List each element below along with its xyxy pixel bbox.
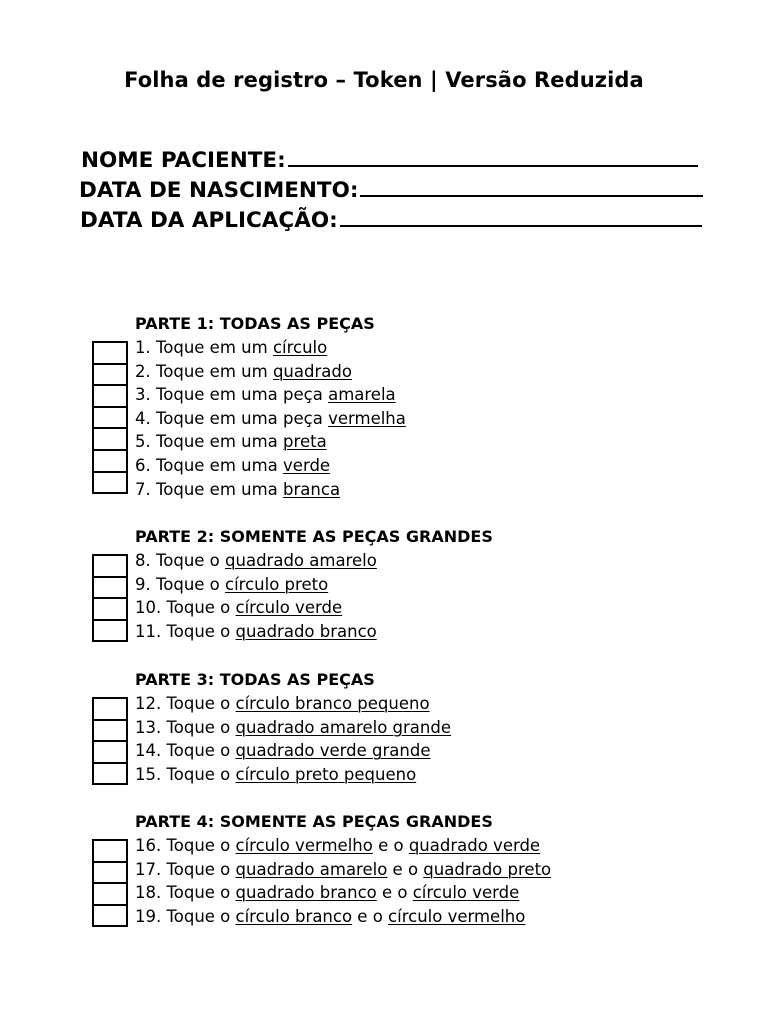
score-checkbox[interactable] xyxy=(92,719,128,741)
test-item xyxy=(135,454,406,478)
score-checkbox[interactable] xyxy=(92,882,128,904)
checkbox-column xyxy=(92,341,128,494)
item-conjunction: e o xyxy=(376,883,413,903)
application-date-field xyxy=(80,203,702,233)
test-item xyxy=(135,692,451,716)
item-target: círculo branco pequeno xyxy=(235,694,430,713)
part-4 xyxy=(135,810,551,928)
score-checkbox[interactable] xyxy=(92,554,128,576)
score-checkbox[interactable] xyxy=(92,363,128,385)
score-checkbox[interactable] xyxy=(92,839,128,861)
item-instruction: 9. Toque o xyxy=(135,574,226,594)
score-checkbox[interactable] xyxy=(92,597,128,619)
item-target: quadrado branco xyxy=(235,883,377,903)
item-target: branca xyxy=(283,479,341,499)
birth-date-field xyxy=(79,173,703,203)
test-item xyxy=(135,858,551,882)
part-1 xyxy=(135,312,406,501)
score-checkbox[interactable] xyxy=(92,341,128,363)
item-target: preta xyxy=(283,432,327,452)
item-instruction: 6. Toque em uma xyxy=(135,455,284,475)
part-2 xyxy=(135,525,493,643)
application-date-blank-line[interactable] xyxy=(340,224,702,227)
patient-name-field xyxy=(81,143,698,173)
checkbox-column xyxy=(92,839,128,927)
test-item xyxy=(135,573,493,597)
item-target: quadrado xyxy=(272,361,352,381)
patient-name-blank-line[interactable] xyxy=(288,164,698,167)
item-instruction: 7. Toque em uma xyxy=(135,479,284,499)
item-target: quadrado amarelo grande xyxy=(235,717,451,737)
item-target-second: círculo verde xyxy=(412,883,520,903)
item-target: quadrado amarelo xyxy=(225,551,377,570)
item-instruction: 14. Toque o xyxy=(135,741,236,761)
score-checkbox[interactable] xyxy=(92,449,128,471)
part-heading: PARTE 4: SOMENTE AS PEÇAS GRANDES xyxy=(135,812,493,831)
item-target: círculo verde xyxy=(235,598,343,618)
item-instruction: 10. Toque o xyxy=(135,598,236,618)
score-checkbox[interactable] xyxy=(92,762,128,786)
score-checkbox[interactable] xyxy=(92,697,128,719)
item-target: círculo vermelho xyxy=(235,836,373,855)
item-target: quadrado branco xyxy=(235,621,377,641)
test-item xyxy=(135,336,406,360)
item-instruction: 17. Toque o xyxy=(135,859,236,879)
score-checkbox[interactable] xyxy=(92,619,128,643)
item-target: quadrado verde grande xyxy=(235,741,431,761)
item-instruction: 2. Toque em um xyxy=(135,361,273,381)
test-item xyxy=(135,620,493,644)
item-instruction: 11. Toque o xyxy=(135,621,236,641)
item-instruction: 3. Toque em uma peça xyxy=(135,385,329,405)
item-instruction: 18. Toque o xyxy=(135,883,236,903)
score-checkbox[interactable] xyxy=(92,384,128,406)
item-instruction: 12. Toque o xyxy=(135,694,236,713)
checkbox-column xyxy=(92,697,128,785)
item-target: círculo branco xyxy=(235,906,353,926)
item-target: círculo xyxy=(272,338,328,357)
item-instruction: 5. Toque em uma xyxy=(135,432,284,452)
test-item xyxy=(135,430,406,454)
item-target: círculo preto xyxy=(225,574,329,594)
test-item xyxy=(135,478,406,502)
item-target-second: quadrado verde xyxy=(408,836,541,855)
score-checkbox[interactable] xyxy=(92,406,128,428)
test-item xyxy=(135,360,406,384)
score-checkbox[interactable] xyxy=(92,576,128,598)
item-target: quadrado amarelo xyxy=(235,859,388,879)
part-3 xyxy=(135,668,451,786)
score-checkbox[interactable] xyxy=(92,471,128,495)
item-instruction: 8. Toque o xyxy=(135,551,226,570)
item-target: verde xyxy=(283,455,331,475)
item-target-second: círculo vermelho xyxy=(388,906,526,926)
birth-date-label: DATA DE NASCIMENTO: xyxy=(79,178,359,203)
test-item xyxy=(135,905,551,929)
page-title: Folha de registro – Token | Versão Reduzida xyxy=(124,68,644,92)
birth-date-blank-line[interactable] xyxy=(360,194,703,197)
part-heading: PARTE 1: TODAS AS PEÇAS xyxy=(135,314,375,333)
item-instruction: 16. Toque o xyxy=(135,836,236,855)
application-date-label: DATA DA APLICAÇÃO: xyxy=(80,208,338,233)
test-item xyxy=(135,881,551,905)
item-instruction: 4. Toque em uma peça xyxy=(135,408,329,428)
test-item xyxy=(135,407,406,431)
score-checkbox[interactable] xyxy=(92,861,128,883)
test-item xyxy=(135,549,493,573)
item-conjunction: e o xyxy=(372,836,409,855)
part-heading: PARTE 3: TODAS AS PEÇAS xyxy=(135,670,375,689)
test-item xyxy=(135,739,451,763)
item-conjunction: e o xyxy=(352,906,389,926)
part-heading: PARTE 2: SOMENTE AS PEÇAS GRANDES xyxy=(135,527,493,546)
test-item xyxy=(135,596,493,620)
item-instruction: 1. Toque em um xyxy=(135,338,273,357)
item-instruction: 15. Toque o xyxy=(135,764,236,784)
score-checkbox[interactable] xyxy=(92,904,128,928)
item-instruction: 13. Toque o xyxy=(135,717,236,737)
test-item xyxy=(135,834,551,858)
item-target: amarela xyxy=(328,385,396,405)
item-instruction: 19. Toque o xyxy=(135,906,236,926)
item-conjunction: e o xyxy=(387,859,424,879)
test-item xyxy=(135,716,451,740)
score-checkbox[interactable] xyxy=(92,427,128,449)
checkbox-column xyxy=(92,554,128,642)
item-target-second: quadrado preto xyxy=(423,859,552,879)
score-checkbox[interactable] xyxy=(92,740,128,762)
item-target: vermelha xyxy=(328,408,406,428)
test-item xyxy=(135,763,451,787)
test-item xyxy=(135,383,406,407)
patient-name-label: NOME PACIENTE: xyxy=(81,148,286,173)
item-target: círculo preto pequeno xyxy=(235,764,417,784)
